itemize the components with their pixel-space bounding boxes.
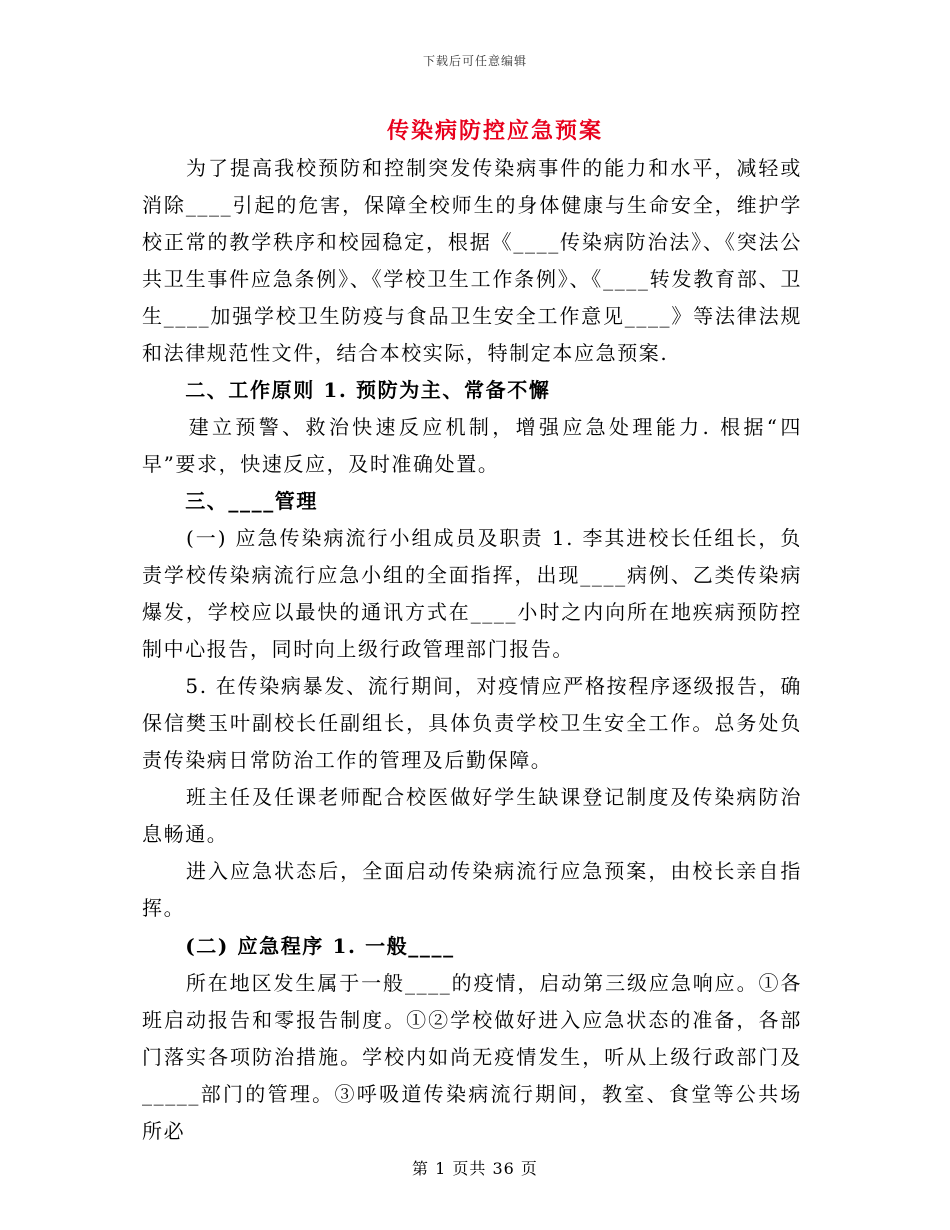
heading-work-principles: 二、工作原则 1. 预防为主、常备不懈 — [142, 378, 551, 402]
paragraph-emergency-state: 进入应急状态后，全面启动传染病流行应急预案，由校长亲自指挥。 — [142, 859, 802, 920]
paragraph-principles: 建立预警、救治快速反应机制，增强应急处理能力. 根据“四早”要求，快速反应，及时准确处置。 — [142, 415, 802, 476]
document-title: 传染病防控应急预案 — [386, 118, 603, 144]
heading-emergency-procedure: (二) 应急程序 1. 一般____ — [142, 934, 455, 958]
paragraph-intro: 为了提高我校预防和控制突发传染病事件的能力和水平，减轻或消除____引起的危害，保障全校师生的身体健康与生命安全，维护学校正常的教学秩序和校园稳定，根据《____传染病防治法》、《突法公共卫生事件应急条例》、《学校卫生工作条例》、《____转发教育部、卫生____加强学校卫生防疫与食品卫生安全工作意见____》等法律法规和法律规范性文件，结合本校实际，特制定本应急预案. — [142, 156, 802, 365]
header-note: 下载后可任意编辑 — [422, 54, 527, 68]
paragraph-item-5: 5. 在传染病暴发、流行期间，对疫情应严格按程序逐级报告，确保信樊玉叶副校长任副组长，具体负责学校卫生安全工作。总务处负责传染病日常防治工作的管理及后勤保障。 — [142, 674, 802, 772]
page-footer: 第 1 页共 36 页 — [412, 1159, 538, 1178]
paragraph-group-duties: (一) 应急传染病流行小组成员及职责 1. 李其进校长任组长，负责学校传染病流行应急小组的全面指挥，出现____病例、乙类传染病爆发，学校应以最快的通讯方式在____小时之内向所在地疾病预防控制中心报告，同时向上级行政管理部门报告。 — [142, 526, 802, 661]
paragraph-procedure: 所在地区发生属于一般____的疫情，启动第三级应急响应。①各班启动报告和零报告制度。①②学校做好进入应急状态的准备，各部门落实各项防治措施。学校内如尚无疫情发生，听从上级行政部门及_____部门的管理。③呼吸道传染病流行期间，教室、食堂等公共场所必 — [142, 971, 802, 1143]
heading-management: 三、____管理 — [142, 489, 318, 513]
paragraph-teachers: 班主任及任课老师配合校医做好学生缺课登记制度及传染病防治息畅通。 — [142, 785, 802, 846]
